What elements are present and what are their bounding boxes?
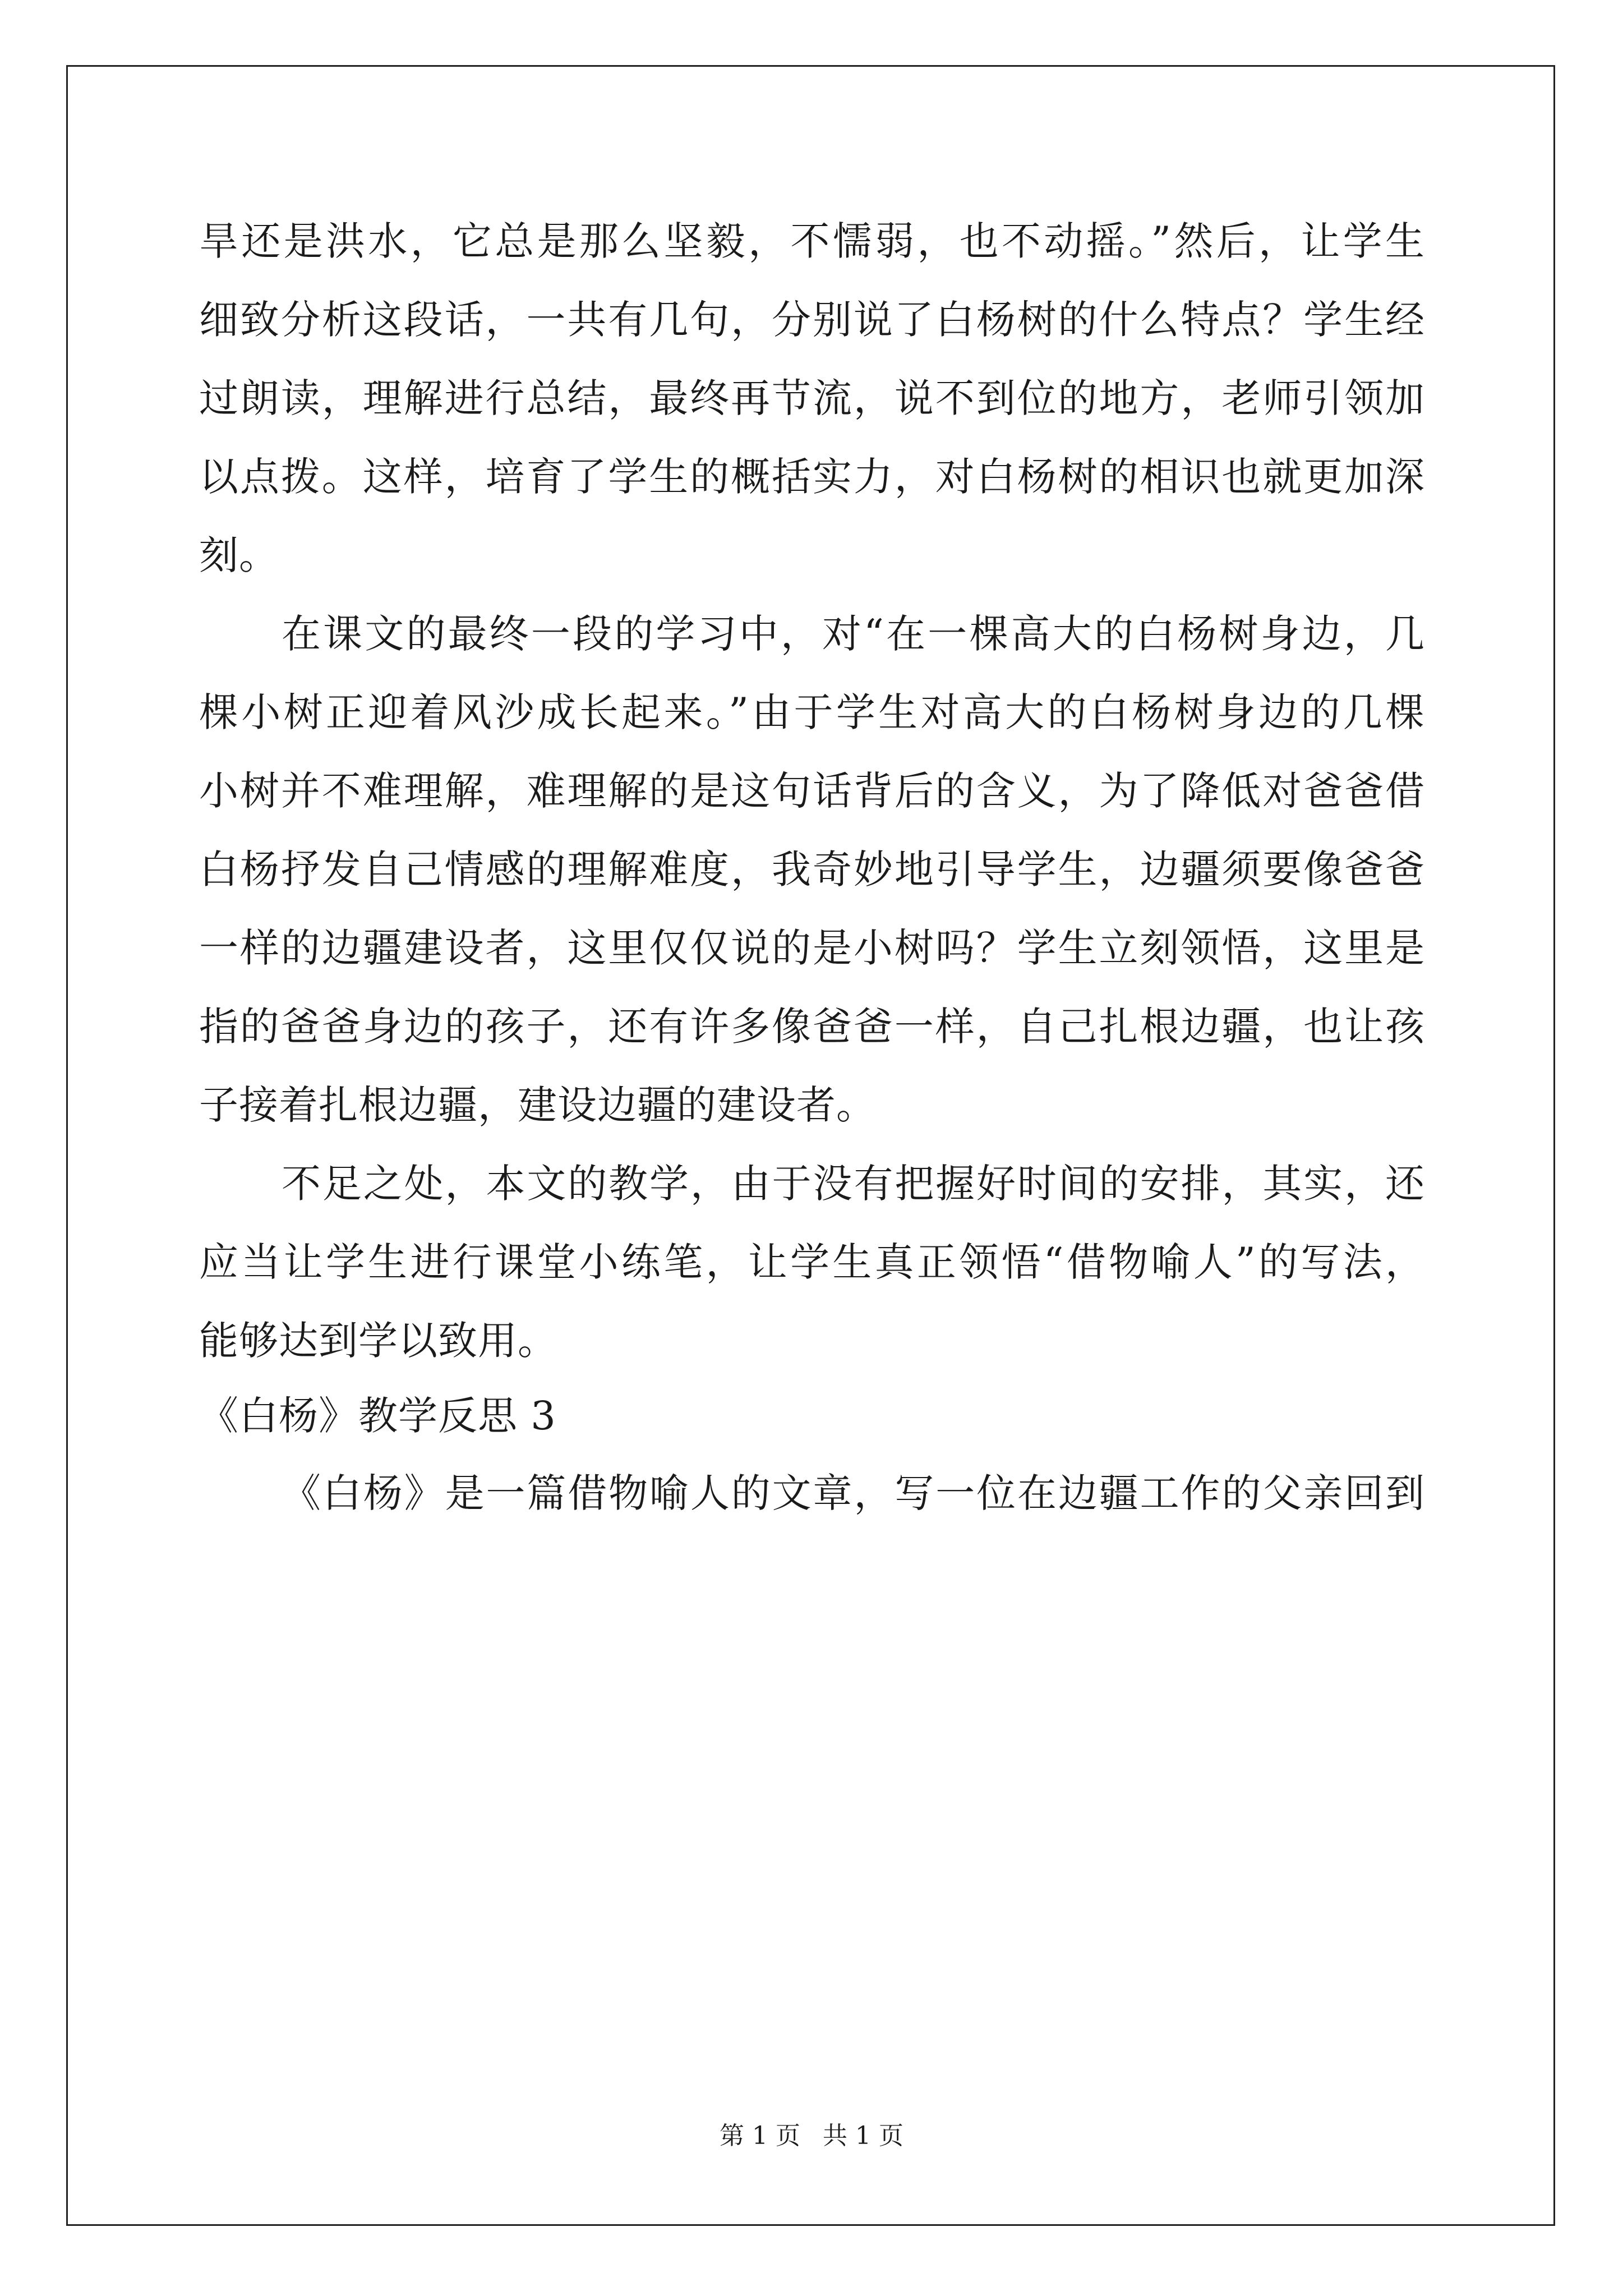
paragraph-line: 指的爸爸身边的孩子，还有许多像爸爸一样，自己扎根边疆，也让孩	[199, 1004, 1425, 1050]
paragraph-line: 不足之处，本文的教学，由于没有把握好时间的安排，其实，还	[282, 1161, 1425, 1207]
paragraph-line: 以点拨。这样，培育了学生的概括实力，对白杨树的相识也就更加深	[199, 454, 1425, 500]
paragraph-line: 一样的边疆建设者，这里仅仅说的是小树吗？学生立刻领悟，这里是	[199, 925, 1425, 971]
paragraph-line: 能够达到学以致用。	[199, 1318, 557, 1364]
paragraph-line: 应当让学生进行课堂小练笔，让学生真正领悟“借物喻人”的写法，	[199, 1239, 1425, 1285]
paragraph-line: 小树并不难理解，难理解的是这句话背后的含义，为了降低对爸爸借	[199, 768, 1425, 814]
paragraph-line: 《白杨》是一篇借物喻人的文章，写一位在边疆工作的父亲回到	[282, 1470, 1425, 1516]
paragraph-line: 棵小树正迎着风沙成长起来。”由于学生对高大的白杨树身边的几棵	[199, 689, 1425, 735]
paragraph-line: 白杨抒发自己情感的理解难度，我奇妙地引导学生，边疆须要像爸爸	[199, 846, 1425, 892]
paragraph-line: 过朗读，理解进行总结，最终再节流，说不到位的地方，老师引领加	[199, 375, 1425, 421]
paragraph-line: 子接着扎根边疆，建设边疆的建设者。	[199, 1082, 876, 1128]
paragraph-line: 刻。	[199, 532, 279, 578]
page-total: 共 1 页	[823, 2122, 903, 2150]
paragraph-line: 旱还是洪水，它总是那么坚毅，不懦弱，也不动摇。”然后，让学生	[199, 218, 1425, 264]
paragraph-line: 细致分析这段话，一共有几句，分别说了白杨树的什么特点？学生经	[199, 297, 1425, 343]
page-number: 第 1 页	[720, 2122, 800, 2150]
paragraph-line: 在课文的最终一段的学习中，对“在一棵高大的白杨树身边，几	[282, 611, 1425, 657]
page-footer	[0, 2119, 1623, 2153]
section-heading: 《白杨》教学反思 3	[199, 1393, 556, 1439]
